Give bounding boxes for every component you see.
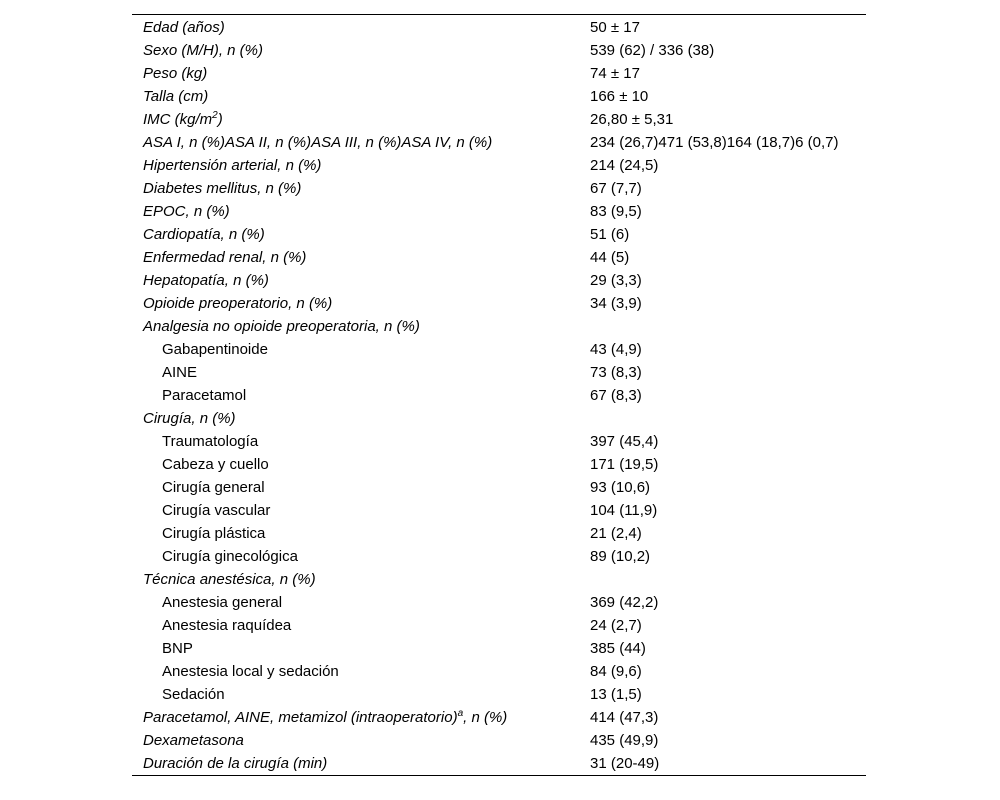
table-row bbox=[132, 637, 866, 660]
row-label bbox=[132, 614, 590, 637]
row-value: 385 (44) bbox=[590, 640, 646, 657]
row-value: 83 (9,5) bbox=[590, 203, 642, 220]
table-row bbox=[132, 729, 866, 752]
row-label-text: Edad (años) bbox=[143, 19, 225, 36]
table-row bbox=[132, 269, 866, 292]
row-value: 234 (26,7)471 (53,8)164 (18,7)6 (0,7) bbox=[590, 134, 839, 151]
row-label bbox=[132, 269, 590, 292]
row-label bbox=[132, 545, 590, 568]
row-value: 84 (9,6) bbox=[590, 663, 642, 680]
row-label-text: Sedación bbox=[162, 686, 225, 703]
table-row bbox=[132, 338, 866, 361]
row-value: 369 (42,2) bbox=[590, 594, 659, 611]
row-label-text: Anestesia local y sedación bbox=[162, 663, 339, 680]
row-label bbox=[132, 361, 590, 384]
row-label-text: Anestesia raquídea bbox=[162, 617, 292, 634]
row-value: 539 (62) / 336 (38) bbox=[590, 42, 715, 59]
row-label-text: Cirugía ginecológica bbox=[162, 548, 298, 565]
row-label bbox=[132, 131, 590, 154]
row-label bbox=[132, 39, 590, 62]
row-label-text: Cirugía vascular bbox=[162, 502, 271, 519]
row-label bbox=[132, 407, 590, 430]
table-row bbox=[132, 200, 866, 223]
bottom-rule bbox=[132, 775, 866, 776]
row-label bbox=[132, 706, 590, 729]
row-label-text: AINE bbox=[162, 364, 198, 381]
row-label-text: Anestesia general bbox=[162, 594, 283, 611]
row-label bbox=[132, 177, 590, 200]
table-row bbox=[132, 361, 866, 384]
table-row bbox=[132, 223, 866, 246]
row-label-text: Traumatología bbox=[162, 433, 259, 450]
row-value: 67 (8,3) bbox=[590, 387, 642, 404]
row-label bbox=[132, 338, 590, 361]
row-label bbox=[132, 15, 590, 39]
row-value bbox=[590, 407, 866, 430]
row-label-superscript: 2 bbox=[212, 110, 218, 121]
row-value: 166 ± 10 bbox=[590, 88, 649, 105]
row-label-text: Cirugía general bbox=[162, 479, 265, 496]
row-value: 73 (8,3) bbox=[590, 364, 642, 381]
table-row bbox=[132, 706, 866, 729]
row-value: 89 (10,2) bbox=[590, 548, 651, 565]
row-label-text: Analgesia no opioide preoperatoria, n (%) bbox=[143, 318, 420, 335]
row-label bbox=[132, 62, 590, 85]
table-row bbox=[132, 591, 866, 614]
row-value: 24 (2,7) bbox=[590, 617, 642, 634]
row-label-text: Paracetamol bbox=[162, 387, 247, 404]
table-row bbox=[132, 108, 866, 131]
row-value: 31 (20-49) bbox=[590, 755, 660, 772]
table-row bbox=[132, 177, 866, 200]
row-label bbox=[132, 591, 590, 614]
row-label-text: Cirugía plástica bbox=[162, 525, 266, 542]
row-value: 435 (49,9) bbox=[590, 732, 659, 749]
row-label-text: Paracetamol, AINE, metamizol (intraoperatorio) bbox=[143, 709, 458, 726]
row-label-text: Dexametasona bbox=[143, 732, 244, 749]
row-value: 29 (3,3) bbox=[590, 272, 642, 289]
row-label-text: EPOC, n (%) bbox=[143, 203, 230, 220]
row-value bbox=[590, 315, 866, 338]
row-label bbox=[132, 384, 590, 407]
table-row bbox=[132, 384, 866, 407]
table-row bbox=[132, 453, 866, 476]
row-value: 397 (45,4) bbox=[590, 433, 659, 450]
table-row bbox=[132, 315, 866, 338]
row-label bbox=[132, 246, 590, 269]
row-label-text: Diabetes mellitus, n (%) bbox=[143, 180, 302, 197]
row-label bbox=[132, 453, 590, 476]
row-value: 13 (1,5) bbox=[590, 686, 642, 703]
row-value: 34 (3,9) bbox=[590, 295, 642, 312]
row-label-text: Peso (kg) bbox=[143, 65, 208, 82]
table-row bbox=[132, 545, 866, 568]
table-row bbox=[132, 614, 866, 637]
table-row bbox=[132, 430, 866, 453]
row-label-suffix: ) bbox=[217, 111, 223, 128]
row-label bbox=[132, 108, 590, 131]
table-row bbox=[132, 85, 866, 108]
row-value: 214 (24,5) bbox=[590, 157, 659, 174]
row-label-text: Duración de la cirugía (min) bbox=[143, 755, 328, 772]
table-row bbox=[132, 15, 866, 39]
table-row bbox=[132, 476, 866, 499]
row-label bbox=[132, 683, 590, 706]
table-row bbox=[132, 292, 866, 315]
row-label bbox=[132, 499, 590, 522]
row-label-suffix: , n (%) bbox=[463, 709, 508, 726]
row-label bbox=[132, 430, 590, 453]
table-row bbox=[132, 39, 866, 62]
row-label bbox=[132, 292, 590, 315]
row-value: 74 ± 17 bbox=[590, 65, 640, 82]
table-row bbox=[132, 407, 866, 430]
row-label bbox=[132, 476, 590, 499]
row-label bbox=[132, 660, 590, 683]
row-label-text: IMC (kg/m bbox=[143, 111, 213, 128]
table-row bbox=[132, 660, 866, 683]
row-label bbox=[132, 568, 590, 591]
row-value: 51 (6) bbox=[590, 226, 630, 243]
row-value: 67 (7,7) bbox=[590, 180, 642, 197]
table-body bbox=[132, 15, 866, 775]
row-label-text: Enfermedad renal, n (%) bbox=[143, 249, 307, 266]
row-label-text: BNP bbox=[162, 640, 193, 657]
row-label bbox=[132, 154, 590, 177]
data-table bbox=[132, 14, 866, 776]
row-label-text: Gabapentinoide bbox=[162, 341, 268, 358]
table-row bbox=[132, 131, 866, 154]
table-row bbox=[132, 752, 866, 775]
row-value: 43 (4,9) bbox=[590, 341, 642, 358]
row-label-text: Sexo (M/H), n (%) bbox=[143, 42, 264, 59]
row-label bbox=[132, 223, 590, 246]
row-label-text: Cabeza y cuello bbox=[162, 456, 269, 473]
row-label bbox=[132, 200, 590, 223]
row-value: 171 (19,5) bbox=[590, 456, 659, 473]
row-label bbox=[132, 85, 590, 108]
table-row bbox=[132, 522, 866, 545]
row-value: 50 ± 17 bbox=[590, 19, 640, 36]
row-value: 21 (2,4) bbox=[590, 525, 642, 542]
row-label-text: Talla (cm) bbox=[143, 88, 209, 105]
row-label bbox=[132, 729, 590, 752]
row-label-text: Cardiopatía, n (%) bbox=[143, 226, 265, 243]
table-row bbox=[132, 154, 866, 177]
row-value: 44 (5) bbox=[590, 249, 630, 266]
table-row bbox=[132, 568, 866, 591]
row-label-text: Técnica anestésica, n (%) bbox=[143, 571, 316, 588]
row-label-text: Hipertensión arterial, n (%) bbox=[143, 157, 322, 174]
row-label bbox=[132, 522, 590, 545]
row-label-text: Hepatopatía, n (%) bbox=[143, 272, 269, 289]
row-label bbox=[132, 637, 590, 660]
table-row bbox=[132, 246, 866, 269]
table-row bbox=[132, 62, 866, 85]
row-label-text: Opioide preoperatorio, n (%) bbox=[143, 295, 333, 312]
row-label-text: ASA I, n (%)ASA II, n (%)ASA III, n (%)ASA IV, n (%) bbox=[143, 134, 493, 151]
row-value: 414 (47,3) bbox=[590, 709, 659, 726]
row-label bbox=[132, 315, 590, 338]
table-row bbox=[132, 683, 866, 706]
row-value: 93 (10,6) bbox=[590, 479, 651, 496]
row-value: 104 (11,9) bbox=[590, 502, 658, 519]
row-value: 26,80 ± 5,31 bbox=[590, 111, 674, 128]
row-label-text: Cirugía, n (%) bbox=[143, 410, 236, 427]
table-row bbox=[132, 499, 866, 522]
row-label-superscript: a bbox=[457, 708, 464, 719]
row-value bbox=[590, 568, 866, 591]
row-label bbox=[132, 752, 590, 775]
